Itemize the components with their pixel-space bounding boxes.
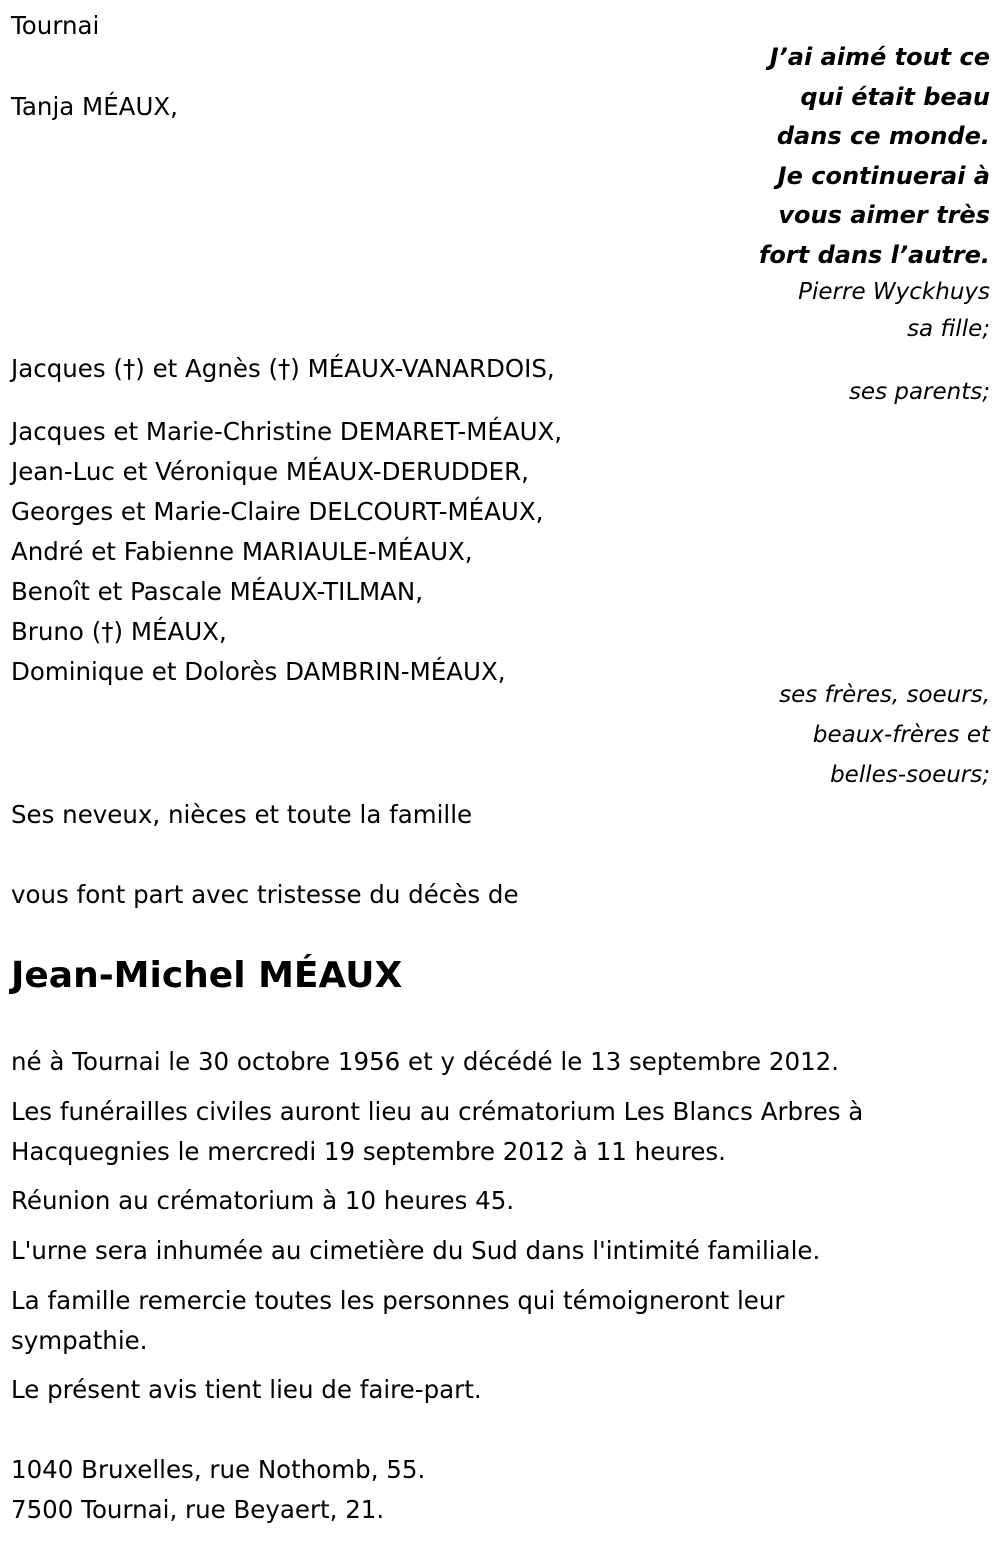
sibling-name: Jean-Luc et Véronique MÉAUX-DERUDDER, <box>11 457 529 486</box>
detail-birth-death: né à Tournai le 30 octobre 1956 et y décédé le 13 septembre 2012. <box>11 1047 840 1076</box>
daughter-name: Tanja MÉAUX, <box>11 92 178 121</box>
sibling-name: Georges et Marie-Claire DELCOURT-MÉAUX, <box>11 497 544 526</box>
poem-line: fort dans l’autre. <box>758 240 990 269</box>
sibling-name: Dominique et Dolorès DAMBRIN-MÉAUX, <box>11 657 506 686</box>
poem-line: qui était beau <box>800 82 990 111</box>
sibling-name: Jacques et Marie-Christine DEMARET-MÉAUX, <box>11 417 563 446</box>
poem-line: Je continuerai à <box>777 161 990 190</box>
siblings-role-line: beaux-frères et <box>812 722 990 748</box>
poem-quote <box>759 38 990 275</box>
detail-notice: Le présent avis tient lieu de faire-part. <box>11 1375 482 1404</box>
deceased-name: Jean-Michel MÉAUX <box>11 955 403 996</box>
siblings-role <box>779 675 990 795</box>
city-heading: Tournai <box>11 11 100 40</box>
address-list <box>11 1450 425 1530</box>
poem-line: vous aimer très <box>778 201 990 229</box>
detail-urn: L'urne sera inhumée au cimetière du Sud dans l'intimité familiale. <box>11 1236 821 1265</box>
address-line: 7500 Tournai, rue Beyaert, 21. <box>11 1495 385 1524</box>
poem-author: Pierre Wyckhuys <box>798 279 990 305</box>
siblings-list <box>11 412 562 692</box>
detail-funeral: Les funérailles civiles auront lieu au crématorium Les Blancs Arbres à Hacquegnies le mercredi 19 septembre 2012 à 11 heures. <box>11 1097 864 1166</box>
sibling-name: André et Fabienne MARIAULE-MÉAUX, <box>11 537 473 566</box>
siblings-role-line: belles-soeurs; <box>830 762 990 788</box>
address-line: 1040 Bruxelles, rue Nothomb, 55. <box>11 1455 426 1484</box>
sibling-name: Benoît et Pascale MÉAUX-TILMAN, <box>11 577 423 606</box>
family-line: Ses neveux, nièces et toute la famille <box>11 800 473 829</box>
daughter-role: sa fille; <box>907 316 990 342</box>
detail-meeting: Réunion au crématorium à 10 heures 45. <box>11 1186 515 1215</box>
poem-line: dans ce monde. <box>776 122 990 150</box>
announcement-line: vous font part avec tristesse du décès de <box>11 880 519 909</box>
detail-thanks: La famille remercie toutes les personnes qui témoigneront leur sympathie. <box>11 1286 785 1355</box>
poem-line: J’ai aimé tout ce <box>769 43 990 71</box>
parents-name: Jacques (†) et Agnès (†) MÉAUX-VANARDOIS, <box>11 354 555 383</box>
siblings-role-line: ses frères, soeurs, <box>779 682 990 708</box>
sibling-name: Bruno (†) MÉAUX, <box>11 617 227 646</box>
parents-role: ses parents; <box>848 379 990 405</box>
